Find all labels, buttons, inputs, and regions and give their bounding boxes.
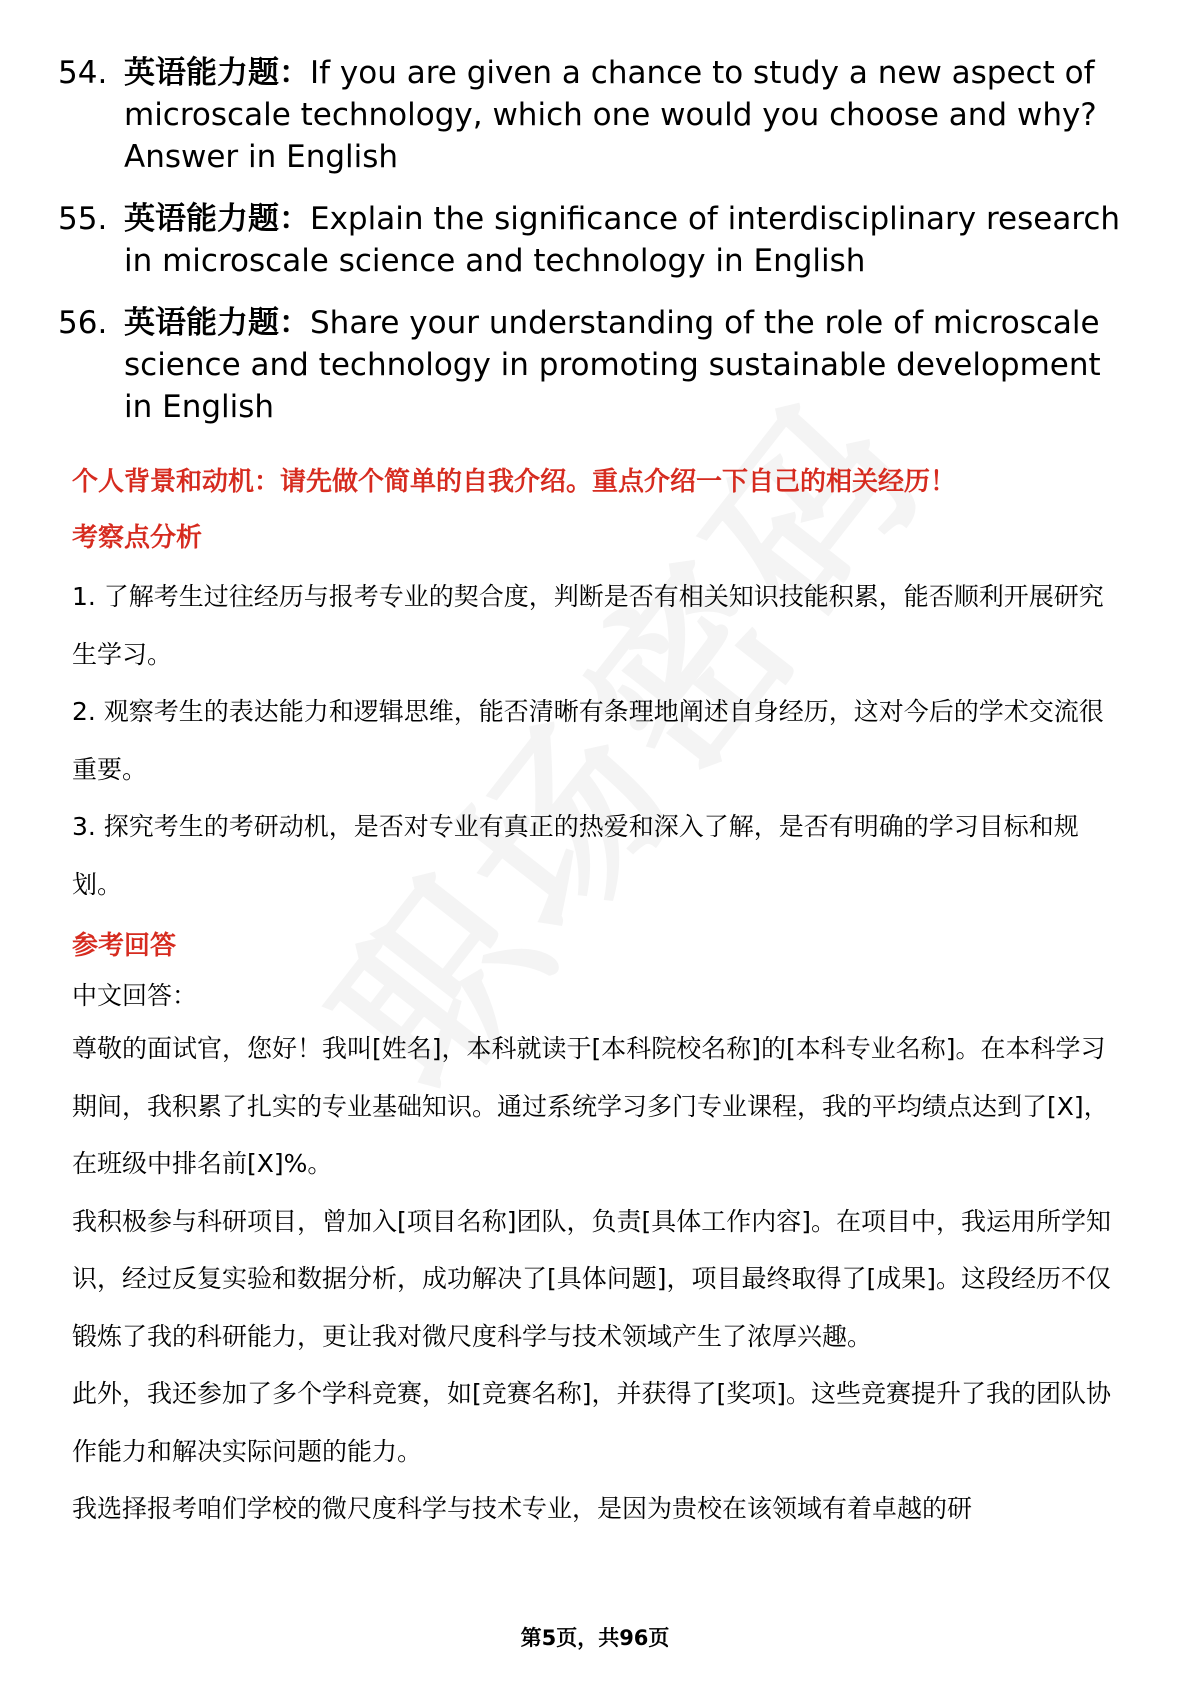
analysis-point: 3. 探究考生的考研动机，是否对专业有真正的热爱和深入了解，是否有明确的学习目标和规划。 [72,812,1079,899]
analysis-heading: 考察点分析 [72,523,203,553]
page-number: 第5页，共96页 [520,1626,670,1650]
question-text: Share your understanding of the role of microscale science and technology in promoting sustainable development in English [124,305,1101,425]
question-list [58,52,1138,448]
answer-paragraph: 我选择报考咱们学校的微尺度科学与技术专业，是因为贵校在该领域有着卓越的研 [72,1494,973,1523]
analysis-point: 2. 观察考生的表达能力和逻辑思维，能否清晰有条理地阐述自身经历，这对今后的学术交流很重要。 [72,697,1104,784]
question-tag: 英语能力题： [124,201,310,237]
question-text: If you are given a chance to study a new aspect of microscale technology, which one would you choose and why? Answer in English [124,55,1097,175]
answer-heading: 参考回答 [72,931,177,961]
answer-paragraph: 我积极参与科研项目，曾加入[项目名称]团队，负责[具体工作内容]。在项目中，我运用所学知识，经过反复实验和数据分析，成功解决了[具体问题]，项目最终取得了[成果]。这段经历不仅锻炼了我的科研能力，更让我对微尺度科学与技术领域产生了浓厚兴趣。 [72,1206,1112,1351]
question-item [58,302,1138,428]
question-text: Explain the significance of interdisciplinary research in microscale science and technology in English [124,201,1121,279]
question-number: 54. [58,55,108,91]
analysis-point: 1. 了解考生过往经历与报考专业的契合度，判断是否有相关知识技能积累，能否顺利开展研究生学习。 [72,582,1104,669]
analysis-section [72,518,1122,913]
answer-paragraph: 尊敬的面试官，您好！我叫[姓名]，本科就读于[本科院校名称]的[本科专业名称]。在本科学习期间，我积累了扎实的专业基础知识。通过系统学习多门专业课程，我的平均绩点达到了[X]，在班级中排名前[X]%。 [72,1034,1109,1178]
answer-section [72,926,1122,1538]
answer-paragraph: 此外，我还参加了多个学科竞赛，如[竞赛名称]，并获得了[奖项]。这些竞赛提升了我的团队协作能力和解决实际问题的能力。 [72,1379,1112,1466]
section-title: 个人背景和动机：请先做个简单的自我介绍。重点介绍一下自己的相关经历！ [72,467,957,497]
question-number: 55. [58,201,108,237]
question-tag: 英语能力题： [124,55,310,91]
question-item [58,52,1138,178]
answer-subheading: 中文回答： [72,981,198,1010]
question-item [58,198,1138,282]
question-number: 56. [58,305,108,341]
question-tag: 英语能力题： [124,305,310,341]
